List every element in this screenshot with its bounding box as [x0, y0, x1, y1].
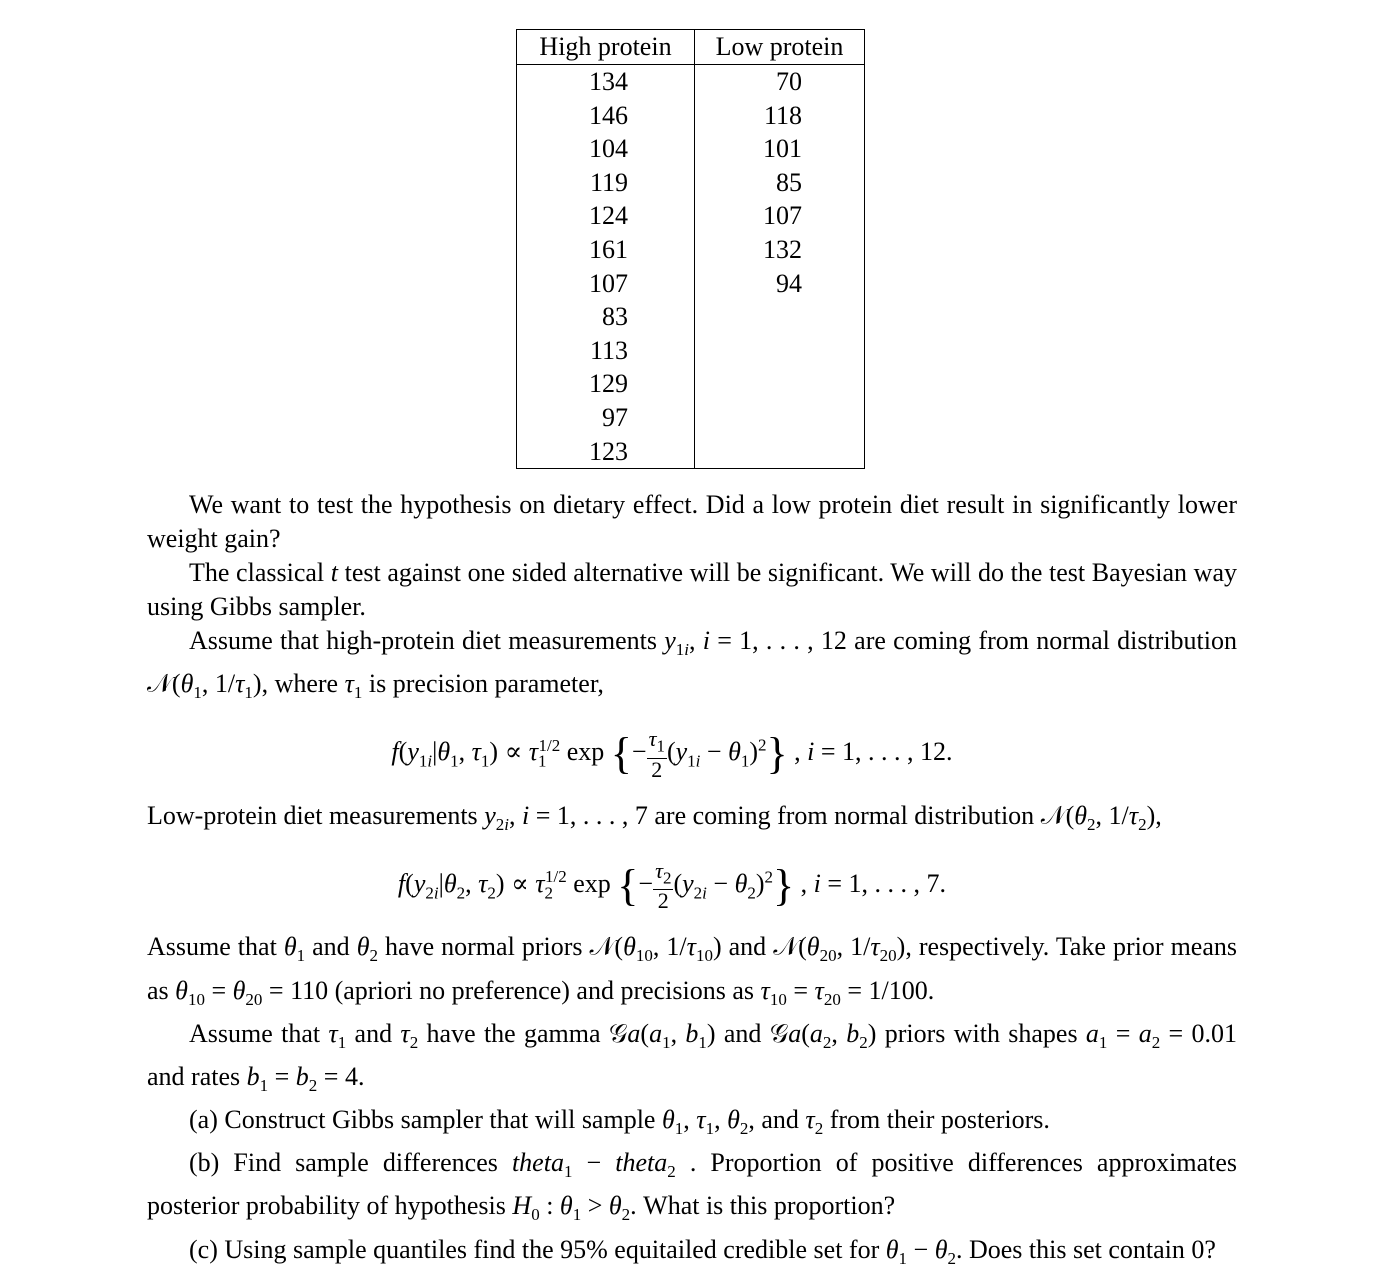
question-c: (c) Using sample quantiles find the 95% equitailed credible set for $\theta_1 - \theta_2$. Does this set contain 0? — [189, 1234, 1216, 1268]
high-protein-cell: 161 — [589, 234, 628, 264]
question-a: (a) Construct Gibbs sampler that will sample $\theta_1$, $\tau_1$, $\theta_2$, and $\tau_2$ from their posteriors. — [189, 1105, 1050, 1139]
equation-2: $f(y_{2i}|\theta_2$, $\tau_2) \propto \tau_2^{1/2}$ exp {− $\frac{\tau_2}{2}$ $(y_{2i} - \theta_2)^2$} , i = 1, . . . , 7. — [397, 857, 947, 914]
table-row — [517, 300, 865, 334]
table-row — [517, 99, 865, 133]
data-table-container — [516, 29, 865, 469]
paragraph-3: Assume that high-protein diet measurements $y_{1i}$, i = 1, . . . , 12 are coming from normal distribution $𝒩(\theta_1$, $1/\tau_1$), where $\tau_1$ is precision parameter, — [147, 626, 1237, 703]
protein-table — [516, 29, 865, 469]
high-protein-cell: 107 — [589, 268, 628, 298]
low-protein-cell: 132 — [763, 234, 802, 264]
high-protein-cell: 134 — [589, 67, 628, 96]
table-row — [517, 367, 865, 401]
table-body — [517, 65, 865, 469]
low-protein-cell: 118 — [763, 100, 802, 130]
high-protein-cell: 119 — [589, 167, 628, 197]
low-protein-cell: 94 — [776, 268, 802, 298]
low-protein-cell: 101 — [763, 134, 802, 164]
table-row — [517, 199, 865, 233]
problem-text — [147, 488, 1237, 1276]
paragraph-2: The classical t test against one sided alternative will be significant. We will do the test Bayesian way using Gibbs sampler. — [147, 558, 1237, 621]
high-protein-cell: 129 — [589, 369, 628, 399]
paragraph-5: Assume that $\theta_1$ and $\theta_2$ have normal priors $𝒩(\theta_{10}$, $1/\tau_{10}$) and $𝒩(\theta_{20}$, $1/\tau_{20}$), respectively. Take prior means as $\theta_{10} = \theta_{20} = 110$ (apriori no preference) and precisions as $\tau_{10} = \tau_{20} = 1/100$. — [147, 932, 1237, 1009]
question-b: (b) Find sample differences theta$_1$ − theta$_2$ . Proportion of positive differences approximates posterior probability of hypothesis $H_0$ : $\theta_1 > \theta_2$. What is this proportion? — [147, 1148, 1237, 1225]
table-row — [517, 435, 865, 469]
paragraph-1: We want to test the hypothesis on dietary effect. Did a low protein diet result in significantly lower weight gain? — [147, 490, 1237, 553]
high-protein-cell: 123 — [589, 436, 628, 466]
table-row — [517, 65, 865, 99]
paragraph-6: Assume that $\tau_1$ and $\tau_2$ have the gamma $𝒢a(a_1$, $b_1$) and $𝒢a(a_2$, $b_2$) priors with shapes $a_1 = a_2 = 0.01$ and rates $b_1 = b_2 = 4$. — [147, 1018, 1238, 1096]
table-row — [517, 334, 865, 368]
header-low-protein: Low protein — [715, 32, 844, 62]
high-protein-cell: 146 — [589, 100, 628, 130]
table-header-row — [517, 30, 865, 65]
table-row — [517, 401, 865, 435]
high-protein-cell: 124 — [589, 201, 628, 231]
table-row — [517, 233, 865, 267]
header-high-protein: High protein — [539, 32, 672, 62]
high-protein-cell: 113 — [589, 335, 628, 365]
low-protein-cell: 70 — [776, 67, 802, 96]
table-row — [517, 132, 865, 166]
equation-1: $f(y_{1i}|\theta_1$, $\tau_1) \propto \tau_1^{1/2}$ exp {− $\frac{\tau_1}{2}$ $(y_{1i} - \theta_1)^2$} , i = 1, . . . , 12. — [391, 726, 953, 782]
high-protein-cell: 97 — [602, 402, 628, 432]
low-protein-cell: 85 — [776, 167, 802, 197]
paragraph-4: Low-protein diet measurements $y_{2i}$, i = 1, . . . , 7 are coming from normal distribution $𝒩(\theta_2$, $1/\tau_2$), — [147, 800, 1162, 834]
table-row — [517, 166, 865, 200]
high-protein-cell: 83 — [602, 302, 628, 332]
high-protein-cell: 104 — [589, 134, 628, 164]
low-protein-cell: 107 — [763, 201, 802, 231]
table-row — [517, 267, 865, 301]
